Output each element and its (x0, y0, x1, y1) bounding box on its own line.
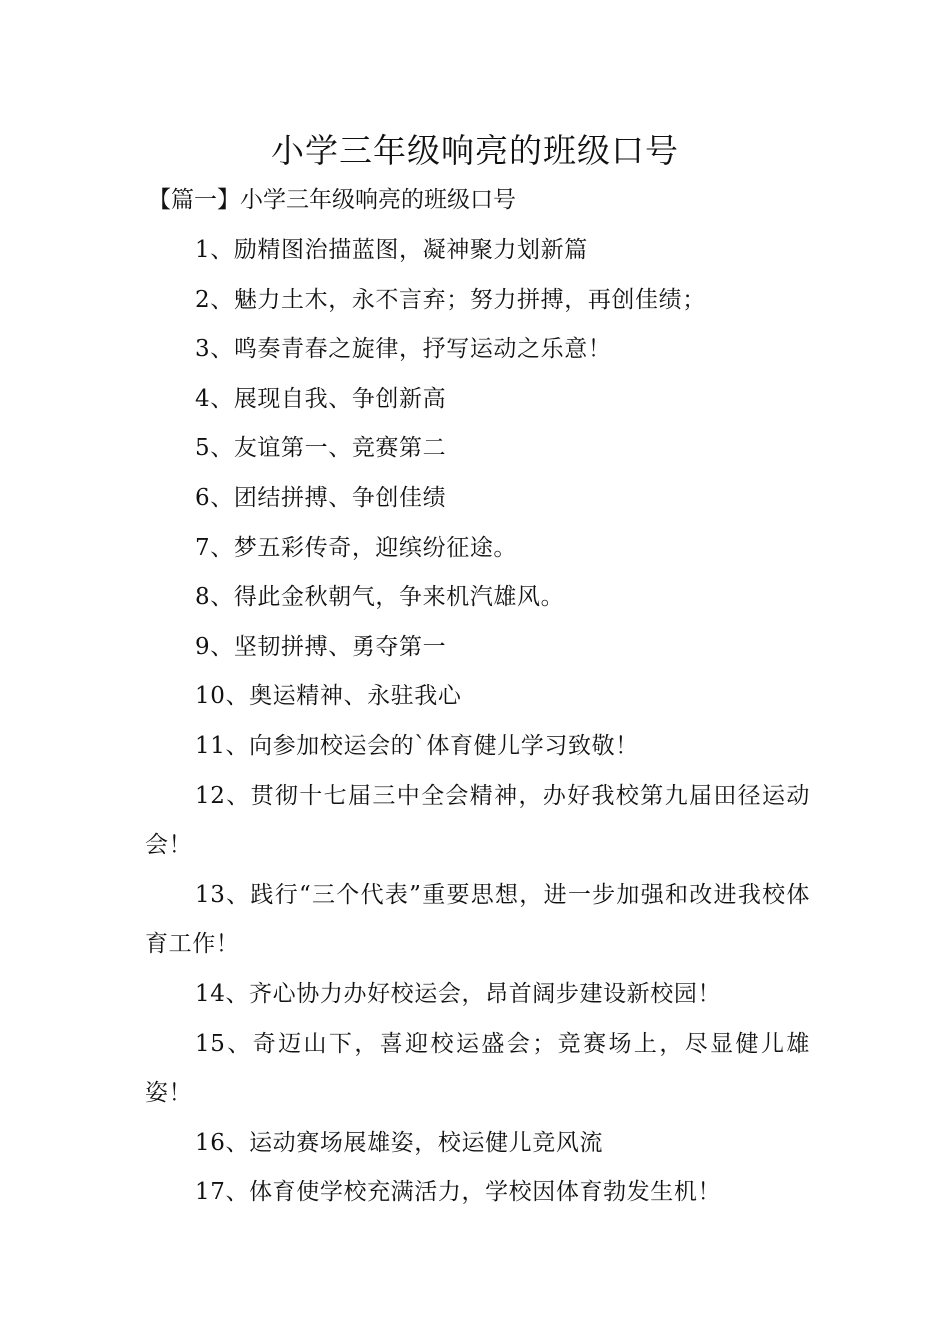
slogan-item: 14、齐心协力办好校运会，昂首阔步建设新校园！ (195, 980, 722, 1007)
slogan-list (145, 226, 810, 1218)
slogan-item: 11、向参加校运会的`体育健儿学习致敬！ (195, 732, 639, 759)
slogan-item: 8、得此金秋朝气，争来机汽雄风。 (195, 584, 565, 611)
slogan-item: 2、魅力土木，永不言弃；努力拼搏，再创佳绩； (195, 286, 706, 313)
slogan-item: 13、践行“三个代表”重要思想，进一步加强和改进我校体育工作！ (145, 881, 810, 958)
slogan-item: 15、奇迈山下，喜迎校运盛会；竞赛场上，尽显健儿雄姿！ (145, 1030, 810, 1107)
slogan-item: 3、鸣奏青春之旋律，抒写运动之乐意！ (195, 336, 612, 363)
slogan-item: 10、奥运精神、永驻我心 (195, 683, 462, 710)
slogan-item: 17、体育使学校充满活力，学校因体育勃发生机！ (195, 1179, 722, 1206)
section-heading: 【篇一】小学三年级响亮的班级口号 (148, 187, 516, 213)
slogan-item: 12、贯彻十七届三中全会精神，办好我校第九届田径运动会！ (145, 782, 810, 859)
slogan-item: 9、坚韧拼搏、勇夺第一 (195, 633, 447, 660)
document-title: 小学三年级响亮的班级口号 (271, 131, 679, 170)
slogan-item: 1、励精图治描蓝图，凝神聚力划新篇 (195, 237, 588, 263)
slogan-item: 4、展现自我、争创新高 (195, 385, 447, 412)
slogan-item: 6、团结拼搏、争创佳绩 (195, 484, 447, 511)
slogan-item: 7、梦五彩传奇，迎缤纷征途。 (195, 534, 518, 561)
slogan-item: 16、运动赛场展雄姿，校运健儿竞风流 (195, 1129, 604, 1156)
slogan-item: 5、友谊第一、竞赛第二 (195, 435, 447, 462)
